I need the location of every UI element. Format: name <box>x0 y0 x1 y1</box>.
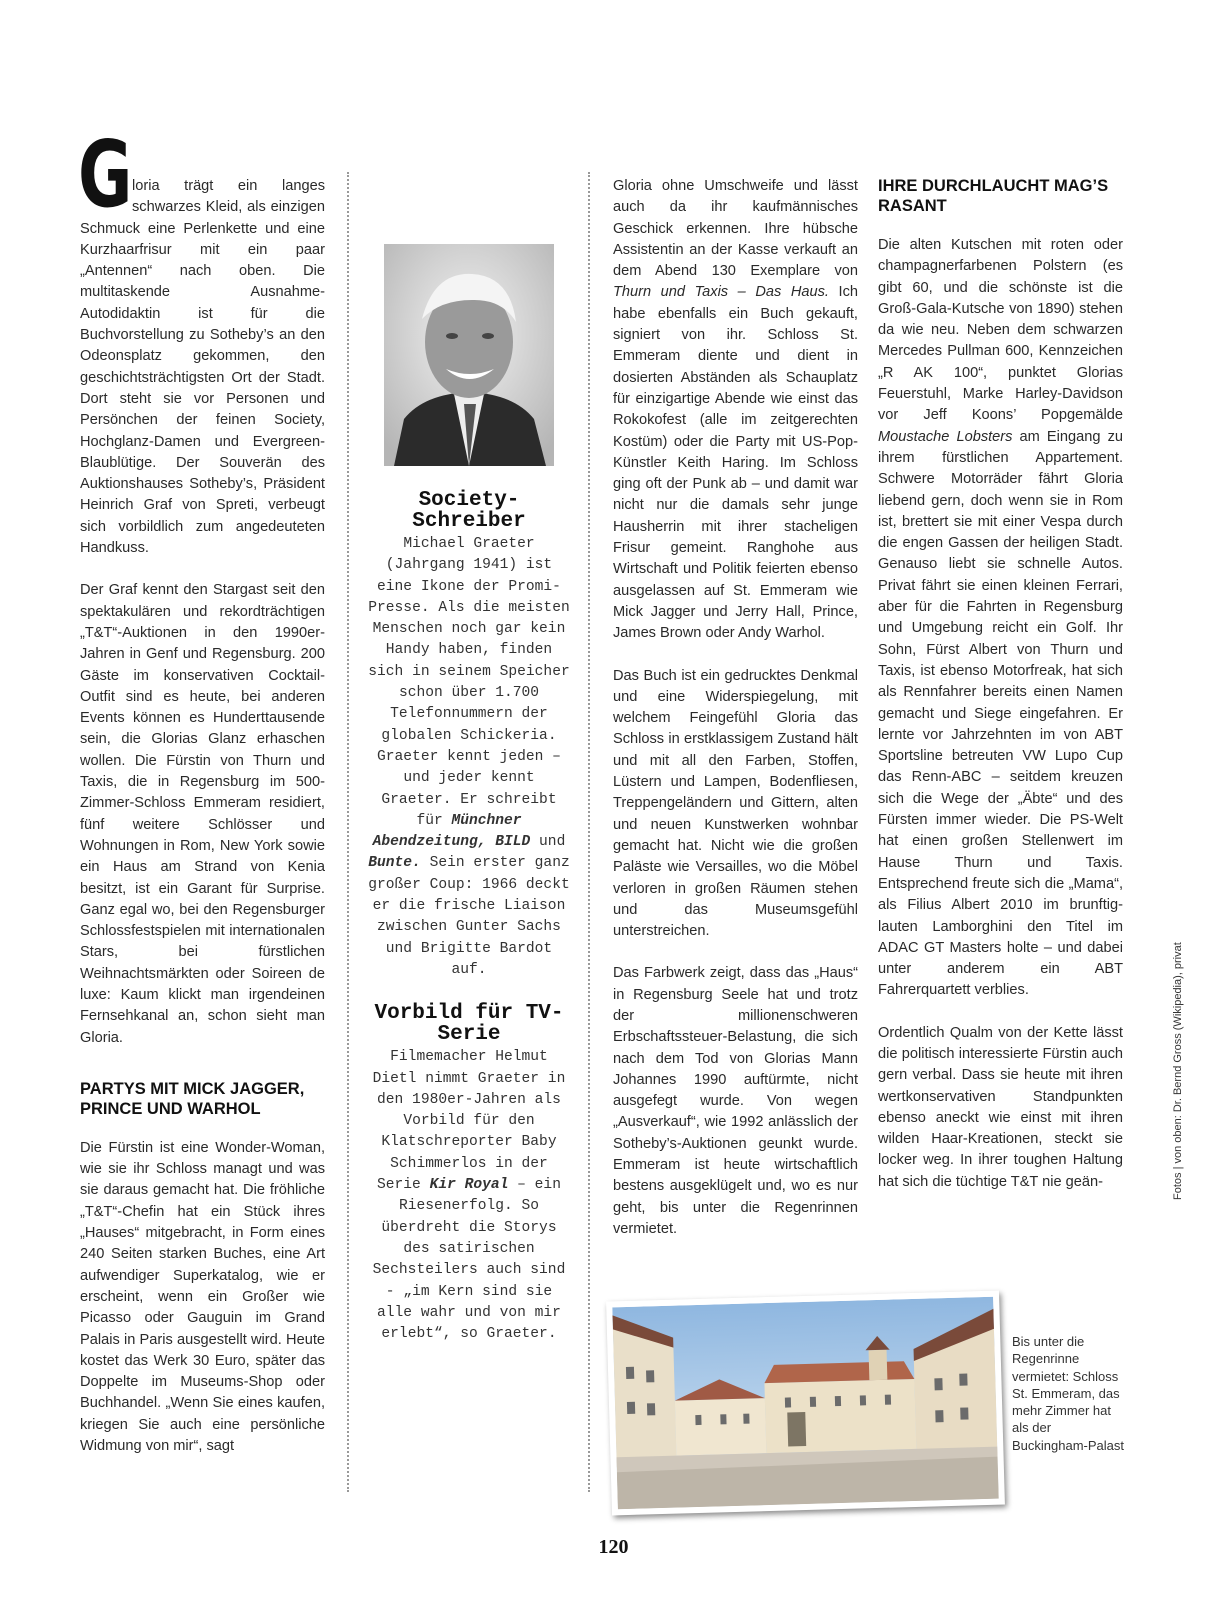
paragraph: Gloria ohne Umschweife und lässt auch da ihr kaufmännisches Geschick erkennen. Ihre hübsche Assistentin an der Kasse verkauft an dem Abend 130 Exemplare von Thurn und Taxis – Das Haus. Ich habe ebenfalls ein Buch gekauft, signiert von ihr. Schloss St. Emmeram diente und dient in dosierten Abständen als Schauplatz für einzigartige Abende wie einst das Rokokofest (alle im zeitgerechten Kostüm) oder die Party mit US-Pop-Künstler Keith Haring. Im Schloss ging oft der Punk ab – und damit war nicht nur die damals sehr junge Hausherrin mit ihrer stacheligen Frisur gemeint. Ranghohe aus Wirtschaft und Politik feierten ebenso ausgelassen auf St. Emmeram wie Mick Jagger und Jerry Hall, Prince, James Brown oder Andy Warhol. <box>613 178 858 642</box>
sidebar-paragraph: Michael Graeter (Jahrgang 1941) ist eine Ikone der Promi-Presse. Als die meisten Menschen noch gar kein Handy haben, finden sich in seinem Speicher schon über 1.700 Telefonnummern der globalen Schickeria. Graeter kennt jeden – und jeder kennt Graeter. Er schreibt für Münchner Abendzeitung, BILD und Bunte. Sein erster ganz großer Coup: 1966 deckt er die frische Liaison zwischen Gunter Sachs und Brigitte Bardot auf. <box>368 536 570 978</box>
article-column-1 <box>78 121 325 1478</box>
paragraph: Das Farbwerk zeigt, dass das „Haus“ in Regensburg Seele hat und trotz der millionenschweren Erbschaftssteuer-Belastung, die sich nach dem Tod von Glorias Mann Johannes 1990 auftürmte, nicht ausgefegt wurde. Von wegen „Ausverkauf“, wie 1992 anlässlich der Sotheby’s-Auktionen geunkt wurde. Emmeram ist heute wirtschaftlich bestens ausgeklügelt und, wo es nur geht, bis unter die Regenrinnen vermietet. <box>613 965 858 1237</box>
photo-credit: Fotos | von oben: Dr. Bernd Gross (Wikipedia), privat <box>1172 942 1184 1200</box>
section-heading: PARTYS MIT MICK JAGGER, PRINCE UND WARHOL <box>80 1079 305 1118</box>
sidebar-heading: Vorbild für TV-Serie <box>374 1002 564 1047</box>
column-divider <box>347 172 349 1492</box>
castle-photo <box>606 1291 1005 1516</box>
paragraph: Ordentlich Qualm von der Kette lässt die politisch interessierte Fürstin auch gern verbal. Dass sie heute mit ihren wertkonservativen Standpunkten ebenso aneckt wie einst mit ihren wilden Haar-Kreationen, steckt sie locker weg. In ihrer toughen Haltung hat sich die tüchtige T&T nie geän- <box>878 1024 1123 1190</box>
sidebar-paragraph: Filmemacher Helmut Dietl nimmt Graeter in den 1980er-Jahren als Vorbild für den Klatschreporter Baby Schimmerlos in der Serie Kir Royal – ein Riesenerfolg. So überdreht die Storys des satirischen Sechsteilers auch sind - „im Kern sind sie alle wahr und von mir erlebt“, so Graeter. <box>372 1049 566 1343</box>
sidebar-box <box>366 244 572 1367</box>
page-number: 120 <box>598 1536 629 1558</box>
paragraph: Die alten Kutschen mit roten oder champagnerfarbenen Polstern (es gibt 60, und die schönste ist die Groß-Gala-Kutsche von 1890) stehen da wie neu. Neben dem schwarzen Mercedes Pullman 600, Kennzeichen „R AK 100“, punktet Glorias Feuerstuhl, Marke Harley-Davidson vor Jeff Koons’ Popgemälde Moustache Lobsters am Eingang zu ihrem fürstlichen Appartement. Schwere Motorräder fährt Gloria liebend gern, doch wenn sie in Rom ist, brettert sie mit einer Vespa durch die engen Gassen der heiligen Stadt. Genauso liebt sie schnelle Autos. Privat fährt sie einen kleinen Ferrari, aber für die Fahrten in Regensburg und Umgebung reicht ein Golf. Ihr Sohn, Fürst Albert von Thurn und Taxis, ist ebenso Motorfreak, hat sich als Rennfahrer bereits einen Namen gemacht und Siege eingefahren. Er lernte vor Jahrzehnten im von ABT Sportsline betreuten VW Lupo Cup das Renn-ABC – seitdem kreuzen sich die Wege der „Äbte“ und des Fürsten immer wieder. Die PS-Welt hat einen großen Stellenwert im Hause Thurn und Taxis. Entsprechend freute sich die „Mama“, als Filius Albert 2010 im brunftig-lauten Lamborghini den Titel im ADAC GT Masters holte – und dabei unter anderem ein ABT Fahrerquartett verblies. <box>878 237 1123 999</box>
intro-paragraph: Gloria trägt ein langes schwarzes Kleid, als einzigen Schmuck eine Perlenkette und eine Kurzhaarfrisur mit ein paar „Antennen“ nach oben. Die multitaskende Ausnahme-Autodidaktin ist für die Buchvorstellung zu Sotheby’s an den Odeonsplatz gekommen, den geschichtsträchtigsten Ort der Stadt. Dort steht sie vor Personen und Persönchen der feinen Society, Hochglanz-Damen und Evergreen-Blaublütige. Der Souverän des Auktionshauses Sotheby’s, Präsident Heinrich Graf von Spreti, verbeugt sich vorbildlich zum angedeuteten Handkuss. <box>78 121 325 557</box>
paragraph: Die Fürstin ist eine Wonder-Woman, wie sie ihr Schloss managt und was sie daraus gemacht hat. Die fröhliche „T&T“-Chefin hat ein Stück ihres „Hauses“ mitgebracht, in Form eines 240 Seiten starken Buches, eine Art aufwendiger Superkatalog, wie er erscheint, wenn ein Großer wie Picasso oder Gauguin im Grand Palais in Paris ausgestellt wird. Heute kostet das Werk 30 Euro, später das Doppelte im Museums-Shop oder Buchhandel. „Wenn Sie eines kaufen, kriegen Sie auch eine persönliche Widmung von mir“, sagt <box>80 1139 325 1455</box>
sidebar-heading: Society-Schreiber <box>412 489 526 533</box>
drop-cap: G <box>78 121 133 228</box>
portrait-photo <box>384 244 554 466</box>
column-divider <box>588 172 590 1492</box>
article-column-4 <box>878 176 1123 1214</box>
photo-caption: Bis unter die Regenrinne vermietet: Schloss St. Emmeram, das mehr Zimmer hat als der Buckingham-Palast <box>1012 1334 1124 1453</box>
paragraph: Das Buch ist ein gedrucktes Denkmal und eine Widerspiegelung, mit welchem Feingefühl Gloria das Schloss in erstklassigem Zustand hält und mit all den Farben, Stoffen, Lüstern und Lampen, Bodenfliesen, Treppengeländern und Gittern, alten und neuen Kunstwerken wohnbar gemacht hat. Nicht wie die großen Paläste wie Versailles, wo die Möbel verloren in großen Räumen stehen und das Museumsgefühl unterstreichen. <box>613 667 858 940</box>
paragraph: Der Graf kennt den Stargast seit den spektakulären und rekordträchtigen „T&T“-Auktionen in den 1990er-Jahren in Genf und Regensburg. 200 Gäste im konservativen Cocktail-Outfit sind es heute, bei anderen Events können es Hunderttausende sein, die Glorias Glanz erhaschen wollen. Die Fürstin von Thurn und Taxis, die in Regensburg im 500-Zimmer-Schloss Emmeram residiert, fünf weitere Schlösser und Wohnungen in Rom, New York sowie ein Haus am Strand von Kenia besitzt, ist ein Garant für Surprise. Ganz egal wo, bei den Regensburger Schlossfestspielen mit internationalen Stars, bei fürstlichen Weihnachtsmärkten oder Soireen de luxe: Kaum klickt man irgendeinen Fernsehkanal an, schon sieht man Gloria. <box>80 582 325 1046</box>
article-column-3 <box>613 176 858 1261</box>
section-heading: IHRE DURCHLAUCHT MAG’S RASANT <box>878 177 1109 215</box>
